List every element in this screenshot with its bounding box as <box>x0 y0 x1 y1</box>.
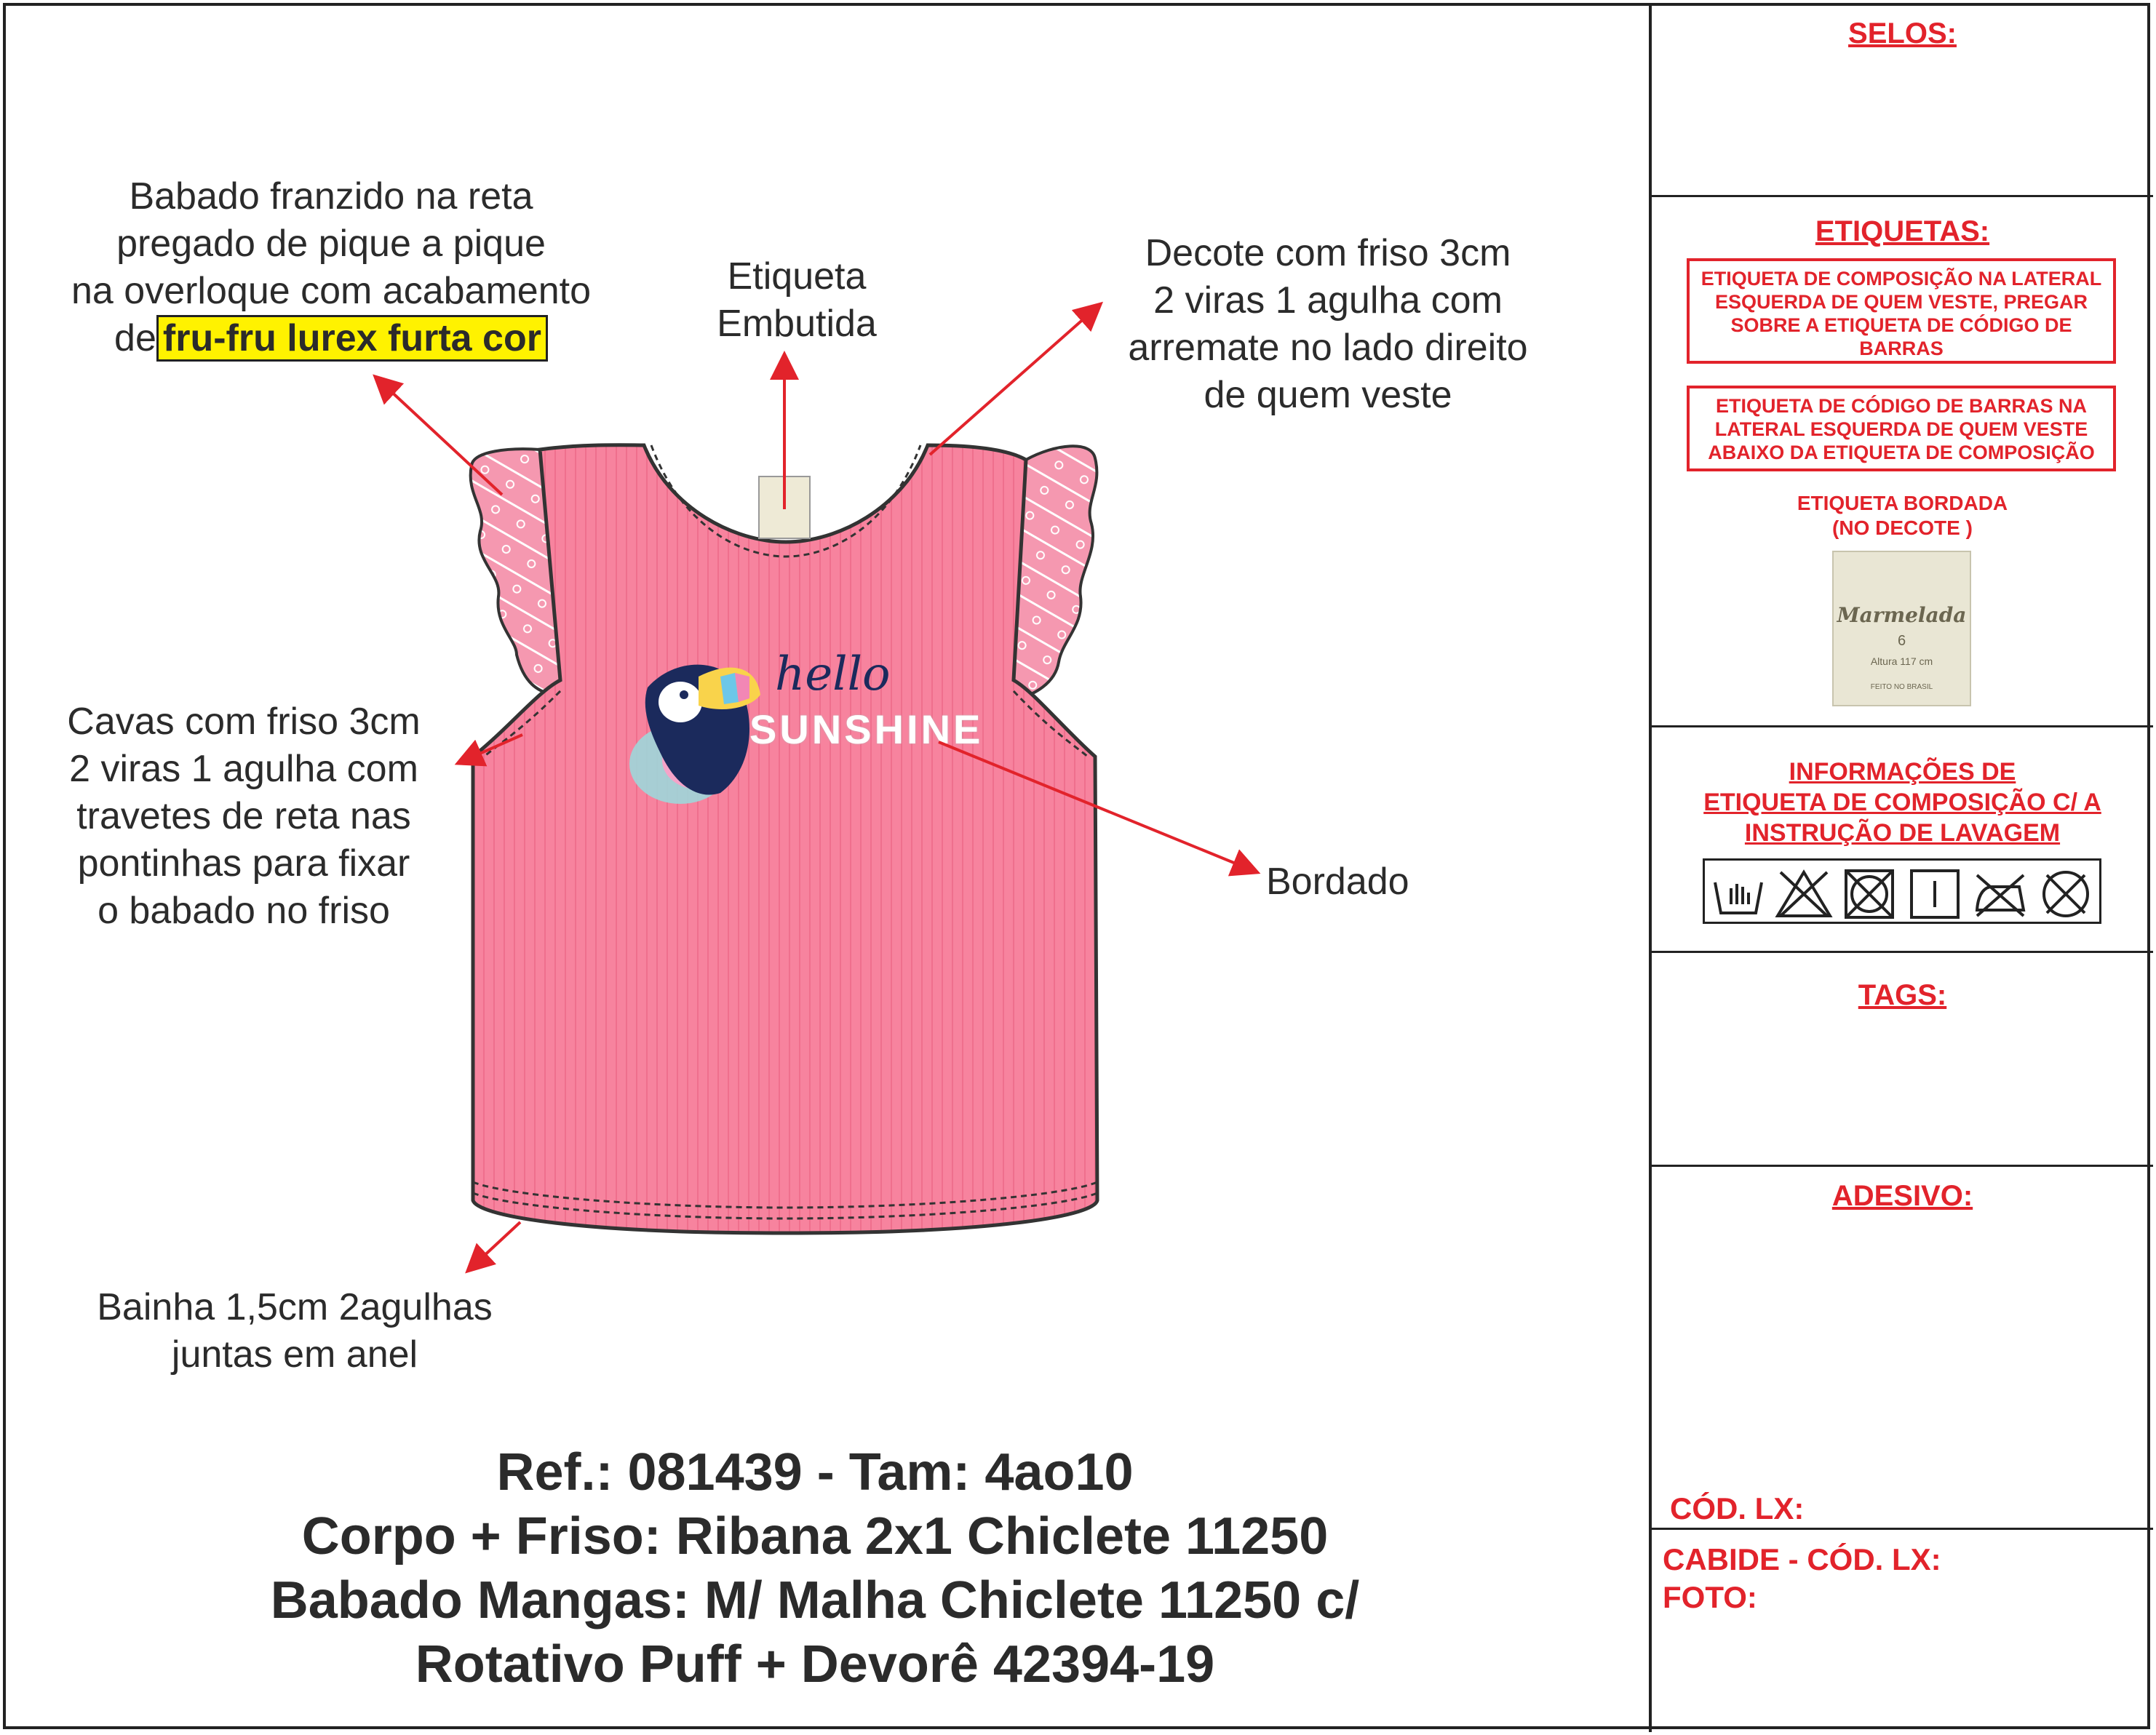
section-divider <box>1652 725 2153 727</box>
note-babado: Babado franzido na reta pregado de pique a pique na overloque com acabamento de fru-fru lurex furta cor <box>15 173 648 362</box>
care-info-title: INFORMAÇÕES DE ETIQUETA DE COMPOSIÇÃO C/ A INSTRUÇÃO DE LAVAGEM <box>1703 758 2101 847</box>
highlight-furta-cor: fru-fru lurex furta cor <box>156 315 548 362</box>
adesivo-title: ADESIVO: <box>1831 1180 1973 1212</box>
note-cavas: Cavas com friso 3cm 2 viras 1 agulha com travetes de reta nas pontinhas para fixar o babado no friso <box>67 701 421 932</box>
note-etiqueta: Etiqueta Embutida <box>717 255 877 345</box>
arrow-bainha <box>469 1222 520 1269</box>
arrow-babado <box>377 378 502 495</box>
etiquetas-title: ETIQUETAS: <box>1815 215 1990 247</box>
label-brand: Marmelada <box>1837 603 1967 627</box>
composition-label-box: ETIQUETA DE COMPOSIÇÃO NA LATERAL ESQUERDA DE QUEM VESTE, PREGAR SOBRE A ETIQUETA DE CÓDIGO DE BARRAS <box>1687 258 2116 364</box>
hand-wash-icon <box>1709 868 1767 920</box>
print-hello: hello <box>775 647 891 701</box>
spec-babado: Babado Mangas: M/ Malha Chiclete 11250 c/ <box>270 1571 1360 1630</box>
spec-rotativo: Rotativo Puff + Devorê 42394-19 <box>415 1635 1215 1694</box>
spec-ref: Ref.: 081439 - Tam: 4ao10 <box>496 1443 1134 1501</box>
section-divider <box>1652 1528 2153 1530</box>
print-sunshine: SUNSHINE <box>749 706 984 752</box>
line-dry-icon <box>1906 868 1964 920</box>
label-size: 6 <box>1897 633 1906 649</box>
note-decote: Decote com friso 3cm 2 viras 1 agulha com arremate no lado direito de quem veste <box>1128 232 1528 416</box>
no-dry-clean-icon <box>2037 868 2095 920</box>
arrow-bordado <box>939 742 1255 872</box>
embroidered-label-sample <box>1832 551 1971 706</box>
no-tumble-dry-icon <box>1840 868 1898 920</box>
cod-lx-label: CÓD. LX: <box>1670 1491 1805 1525</box>
no-bleach-icon <box>1775 868 1833 920</box>
barcode-label-box: ETIQUETA DE CÓDIGO DE BARRAS NA LATERAL ESQUERDA DE QUEM VESTE ABAIXO DA ETIQUETA DE COMPOSIÇÃO <box>1687 386 2116 471</box>
label-height: Altura 117 cm <box>1870 655 1933 667</box>
low-iron-icon <box>1971 868 2029 920</box>
note-bainha: Bainha 1,5cm 2agulhas juntas em anel <box>97 1286 493 1376</box>
foto-label: FOTO: <box>1663 1580 1757 1614</box>
embroidered-label-caption: ETIQUETA BORDADA (NO DECOTE ) <box>1797 492 2008 539</box>
sidebar-divider <box>1649 3 1652 1732</box>
arrow-decote <box>930 306 1099 455</box>
section-divider <box>1652 951 2153 953</box>
selos-title: SELOS: <box>1848 17 1957 49</box>
spec-corpo: Corpo + Friso: Ribana 2x1 Chiclete 11250 <box>301 1507 1329 1566</box>
label-made: FEITO NO BRASIL <box>1870 683 1933 691</box>
care-symbols-box <box>1703 858 2101 924</box>
note-bordado: Bordado <box>1266 861 1409 903</box>
cabide-label: CABIDE - CÓD. LX: <box>1663 1542 1941 1576</box>
section-divider <box>1652 1165 2153 1167</box>
section-divider <box>1652 195 2153 197</box>
tags-title: TAGS: <box>1858 979 1947 1011</box>
